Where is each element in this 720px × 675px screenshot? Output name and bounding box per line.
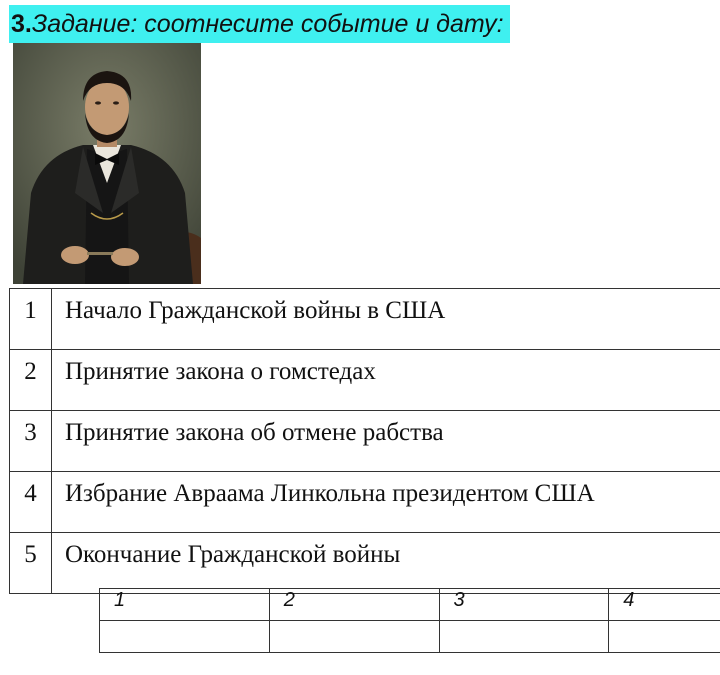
- event-text: Избрание Авраама Линкольна президентом США: [52, 472, 720, 533]
- task-number: 3.: [11, 10, 32, 38]
- event-text: Принятие закона об отмене рабства: [52, 411, 720, 472]
- answer-header-row: [100, 589, 720, 621]
- event-number: 5: [10, 533, 52, 594]
- event-text: Окончание Гражданской войны: [52, 533, 720, 594]
- table-row: [10, 411, 720, 472]
- event-number: 3: [10, 411, 52, 472]
- answer-cell[interactable]: [609, 621, 720, 653]
- event-number: 4: [10, 472, 52, 533]
- event-number: 2: [10, 350, 52, 411]
- task-heading: [9, 5, 510, 43]
- answer-header-cell: 2: [269, 589, 439, 621]
- table-row: [10, 289, 720, 350]
- table-row: [10, 472, 720, 533]
- answer-header-cell: 1: [100, 589, 270, 621]
- answer-header-cell: 3: [439, 589, 609, 621]
- answer-cell[interactable]: [439, 621, 609, 653]
- event-text: Начало Гражданской войны в США: [52, 289, 720, 350]
- task-text: Задание: соотнесите событие и дату:: [31, 10, 504, 38]
- table-row: [10, 533, 720, 594]
- answer-cell[interactable]: [269, 621, 439, 653]
- answer-cell[interactable]: [100, 621, 270, 653]
- abraham-lincoln-portrait-icon: [13, 43, 201, 284]
- answer-table: [99, 588, 720, 653]
- event-text: Принятие закона о гомстедах: [52, 350, 720, 411]
- table-row: [10, 350, 720, 411]
- event-number: 1: [10, 289, 52, 350]
- events-table: [9, 288, 720, 594]
- answer-header-cell: 4: [609, 589, 720, 621]
- answer-input-row: [100, 621, 720, 653]
